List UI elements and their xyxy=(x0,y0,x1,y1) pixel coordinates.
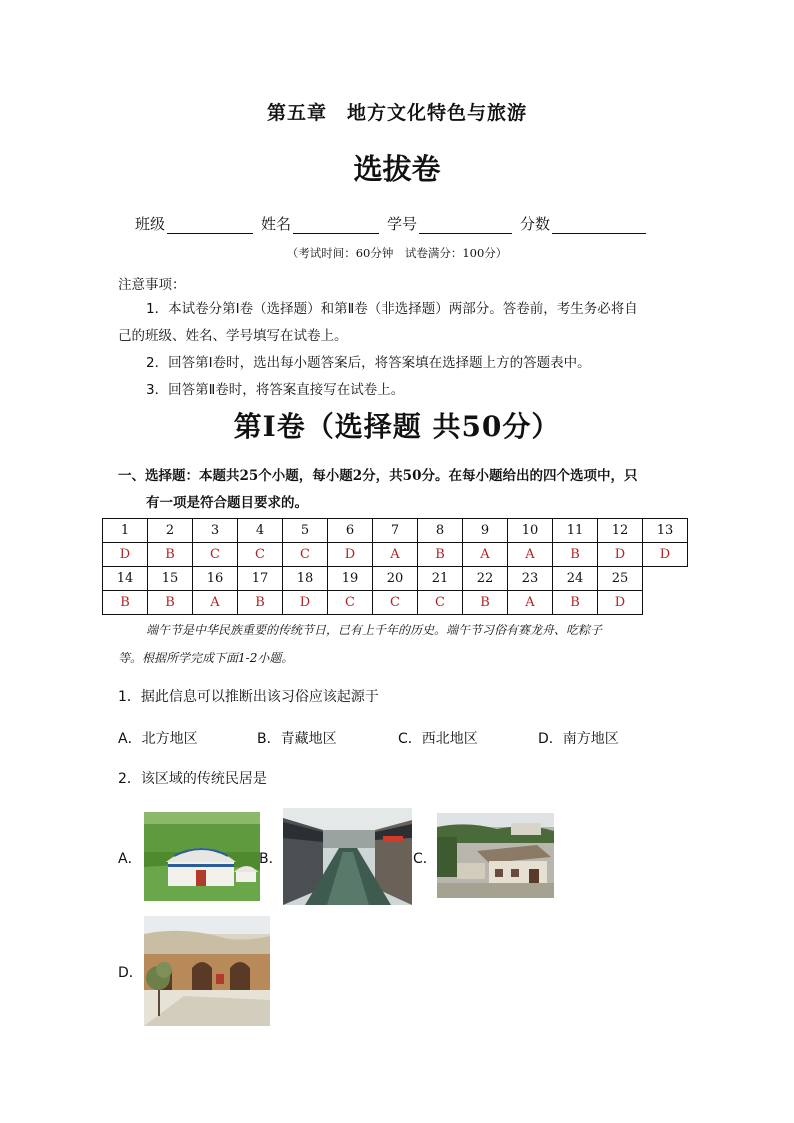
table-cell: 23 xyxy=(508,567,553,591)
table-cell: 6 xyxy=(328,519,373,543)
q2-option-d-label[interactable]: D． xyxy=(118,965,143,981)
q2-option-c-label[interactable]: C． xyxy=(413,851,437,867)
courtyard-house-photo[interactable] xyxy=(437,813,554,898)
answer-cell[interactable]: A xyxy=(193,591,238,615)
question-1-stem: 1．据此信息可以推断出该习俗应该起源于 xyxy=(118,689,379,705)
answer-cell[interactable]: D xyxy=(598,591,643,615)
table-cell: 1 xyxy=(103,519,148,543)
water-town-photo[interactable] xyxy=(283,808,412,905)
exam-title: 选拔卷 xyxy=(353,152,441,186)
answer-cell[interactable]: D xyxy=(103,543,148,567)
yurt-photo[interactable] xyxy=(144,812,260,901)
table-cell: 11 xyxy=(553,519,598,543)
answer-cell[interactable]: C xyxy=(373,591,418,615)
table-cell: 8 xyxy=(418,519,463,543)
question-2-stem: 2．该区域的传统民居是 xyxy=(118,771,267,787)
student-info-row xyxy=(135,213,654,234)
answer-cell[interactable]: B xyxy=(463,591,508,615)
answer-cell[interactable]: B xyxy=(238,591,283,615)
note-item-3: 3．回答第Ⅱ卷时，将答案直接写在试卷上。 xyxy=(146,382,405,398)
table-cell: 3 xyxy=(193,519,238,543)
table-cell: 25 xyxy=(598,567,643,591)
time-note: （考试时间：60分钟 试卷满分：100分） xyxy=(286,246,508,260)
table-cell: 21 xyxy=(418,567,463,591)
table-cell: 14 xyxy=(103,567,148,591)
class-field[interactable] xyxy=(135,213,253,234)
answer-cell[interactable]: D xyxy=(643,543,688,567)
table-cell: 22 xyxy=(463,567,508,591)
table-cell: 15 xyxy=(148,567,193,591)
table-cell: 19 xyxy=(328,567,373,591)
table-cell: 20 xyxy=(373,567,418,591)
section-line-1: 一、选择题：本题共25个小题，每小题2分，共50分。在每小题给出的四个选项中，只 xyxy=(118,468,638,484)
table-row xyxy=(103,591,688,615)
score-blank[interactable] xyxy=(552,217,646,234)
answer-table-wrap xyxy=(102,518,688,615)
q1-option-c[interactable]: C．西北地区 xyxy=(398,731,478,747)
answer-cell[interactable]: A xyxy=(463,543,508,567)
cave-dwelling-illustration xyxy=(144,916,270,1026)
empty-cell xyxy=(643,567,688,591)
id-field[interactable] xyxy=(387,213,512,234)
score-field[interactable] xyxy=(520,213,646,234)
passage-line-1: 端午节是中华民族重要的传统节日，已有上千年的历史。端午节习俗有赛龙舟、吃粽子 xyxy=(146,623,603,637)
table-cell: 16 xyxy=(193,567,238,591)
table-row xyxy=(103,543,688,567)
answer-cell[interactable]: A xyxy=(508,591,553,615)
answer-cell[interactable]: B xyxy=(148,591,193,615)
q2-option-b-label[interactable]: B． xyxy=(259,851,283,867)
table-cell: 9 xyxy=(463,519,508,543)
name-label: 姓名 xyxy=(261,215,292,233)
table-cell: 24 xyxy=(553,567,598,591)
answer-cell[interactable]: B xyxy=(418,543,463,567)
yurt-illustration xyxy=(144,812,260,901)
id-blank[interactable] xyxy=(419,217,512,234)
note-item-2: 2．回答第Ⅰ卷时，选出每小题答案后，将答案填在选择题上方的答题表中。 xyxy=(146,355,591,371)
name-field[interactable] xyxy=(261,213,379,234)
empty-cell xyxy=(643,591,688,615)
table-row xyxy=(103,567,688,591)
notes-heading: 注意事项： xyxy=(118,277,186,293)
table-cell: 4 xyxy=(238,519,283,543)
answer-cell[interactable]: C xyxy=(283,543,328,567)
q1-option-d[interactable]: D．南方地区 xyxy=(538,731,619,747)
answer-cell[interactable]: B xyxy=(553,543,598,567)
answer-cell[interactable]: C xyxy=(328,591,373,615)
passage-line-2: 等。根据所学完成下面1-2小题。 xyxy=(118,651,294,665)
water-town-illustration xyxy=(283,808,412,905)
class-blank[interactable] xyxy=(167,217,253,234)
answer-cell[interactable]: D xyxy=(328,543,373,567)
table-cell: 12 xyxy=(598,519,643,543)
id-label: 学号 xyxy=(387,215,418,233)
answer-cell[interactable]: A xyxy=(508,543,553,567)
answer-cell[interactable]: C xyxy=(418,591,463,615)
class-label: 班级 xyxy=(135,215,166,233)
table-cell: 7 xyxy=(373,519,418,543)
table-cell: 5 xyxy=(283,519,328,543)
q1-option-a[interactable]: A．北方地区 xyxy=(118,731,198,747)
section-title xyxy=(118,463,678,517)
answer-cell[interactable]: B xyxy=(553,591,598,615)
cave-dwelling-photo[interactable] xyxy=(144,916,270,1026)
table-cell: 10 xyxy=(508,519,553,543)
section-line-2: 有一项是符合题目要求的。 xyxy=(146,495,308,511)
table-cell: 17 xyxy=(238,567,283,591)
answer-table xyxy=(102,518,688,615)
answer-cell[interactable]: B xyxy=(148,543,193,567)
table-cell: 13 xyxy=(643,519,688,543)
answer-cell[interactable]: A xyxy=(373,543,418,567)
q1-option-b[interactable]: B．青藏地区 xyxy=(257,731,337,747)
note-item-1-line-2: 己的班级、姓名、学号填写在试卷上。 xyxy=(118,328,348,344)
note-item-1-line-1: 1．本试卷分第Ⅰ卷（选择题）和第Ⅱ卷（非选择题）两部分。答卷前，考生务必将自 xyxy=(146,301,638,317)
passage xyxy=(118,616,678,672)
chapter-title: 第五章 地方文化特色与旅游 xyxy=(266,102,527,124)
table-cell: 2 xyxy=(148,519,193,543)
table-cell: 18 xyxy=(283,567,328,591)
courtyard-house-illustration xyxy=(437,813,554,898)
volume-title: 第Ⅰ卷（选择题 共50分） xyxy=(233,410,561,443)
answer-cell[interactable]: D xyxy=(283,591,328,615)
table-row xyxy=(103,519,688,543)
score-label: 分数 xyxy=(520,215,551,233)
answer-cell[interactable]: C xyxy=(193,543,238,567)
answer-cell[interactable]: C xyxy=(238,543,283,567)
answer-cell[interactable]: D xyxy=(598,543,643,567)
name-blank[interactable] xyxy=(293,217,379,234)
answer-cell[interactable]: B xyxy=(103,591,148,615)
q2-option-a-label[interactable]: A． xyxy=(118,851,142,867)
